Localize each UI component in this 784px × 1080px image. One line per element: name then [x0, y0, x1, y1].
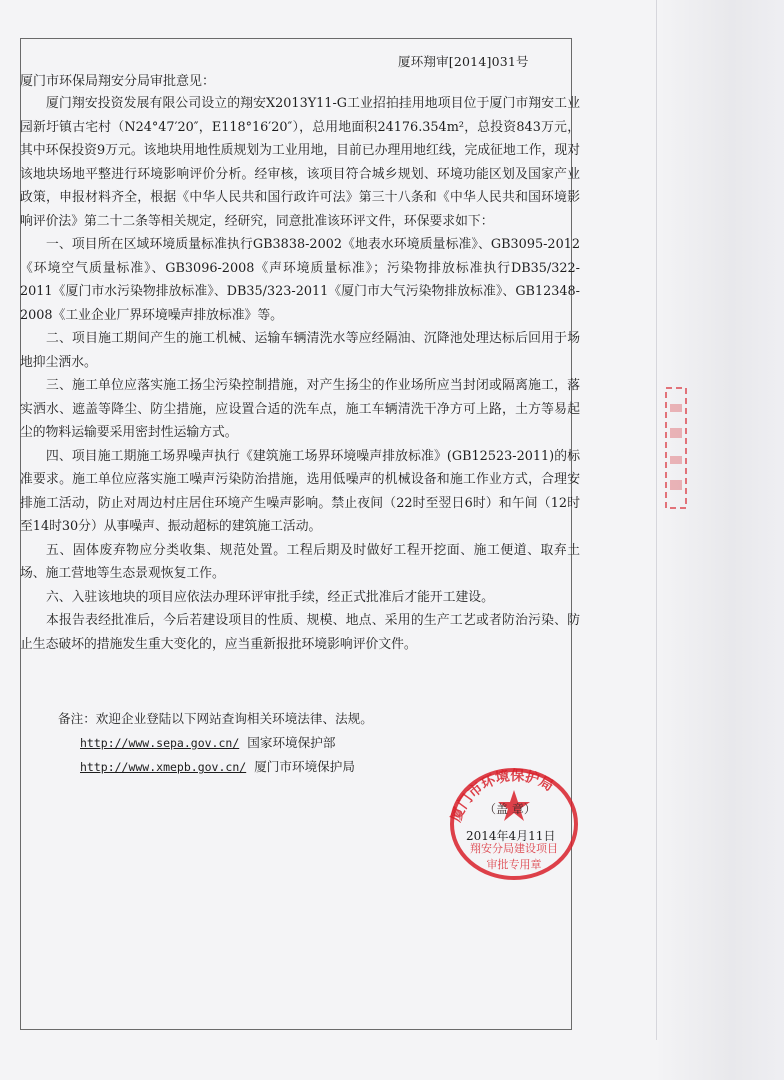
sepa-link[interactable]: http://www.sepa.gov.cn/ — [80, 736, 240, 750]
requirement-6: 六、入驻该地块的项目应依法办理环评审批手续，经正式批准后才能开工建设。 — [46, 589, 494, 605]
xmepb-link[interactable]: http://www.xmepb.gov.cn/ — [80, 760, 247, 774]
intro-paragraph: 厦门翔安投资发展有限公司设立的翔安X2013Y11-G工业招拍挂用地项目位于厦门市翔安工业园新圩镇古宅村（N24°47′20″，E118°16′20″），总用地面积24176.354m²，总投资843万元，其中环保投资9万元。该地块用地性质规划为工业用地，目前已办理用地红线，完成征地工作，现对该地块场地平整进行环境影响评价分析。经审核，该项目符合城乡规划、环境功能区划及国家产业政策，申报材料齐全，根据《中华人民共和国行政许可法》第三十八条和《中华人民共和国环境影响评价法》第二十二条等相关规定，经研究，同意批准该环评文件，环保要求如下： — [20, 96, 580, 229]
requirement-2: 二、项目施工期间产生的施工机械、运输车辆清洗水等应经隔油、沉降池处理达标后回用于场地抑尘洒水。 — [20, 331, 580, 370]
paper-edge — [656, 0, 657, 1040]
requirement-5: 五、固体废弃物应分类收集、规范处置。工程后期及时做好工程开挖面、施工便道、取弃土场、施工营地等生态景观恢复工作。 — [20, 542, 580, 581]
seal-bottom-text: 审批专用章 — [486, 858, 542, 871]
seal-graphic — [432, 760, 592, 880]
approval-date: 2014年4月11日 — [466, 829, 556, 843]
addressee-heading: 厦门市环保局翔安分局审批意见： — [20, 74, 216, 89]
scan-edge-shading — [654, 0, 784, 1080]
seal-label: （盖 章） — [484, 802, 536, 816]
official-seal — [432, 760, 592, 880]
requirement-4: 四、项目施工期施工场界噪声执行《建筑施工场界环境噪声排放标准》(GB12523-2011)的标准要求。施工单位应落实施工噪声污染防治措施，选用低噪声的机械设备和施工作业方式，合理安排施工活动，防止对周边村庄居住环境产生噪声影响。禁止夜间（22时至翌日6时）和午间（12时至14时30分）从事噪声、振动超标的建筑施工活动。 — [20, 448, 580, 534]
note-text: 备注：欢迎企业登陆以下网站查询相关环境法律、法规。 — [58, 711, 373, 726]
xmepb-org-name: 厦门市环境保护局 — [254, 759, 355, 774]
seal-inner-text: 翔安分局建设项目 — [470, 842, 558, 855]
closing-paragraph: 本报告表经批准后，今后若建设项目的性质、规模、地点、采用的生产工艺或者防治污染、防止生态破坏的措施发生重大变化的，应当重新报批环境影响评价文件。 — [20, 613, 580, 652]
notes-section — [58, 707, 373, 779]
document-body — [20, 92, 580, 656]
link-row — [58, 755, 373, 779]
seal-outer-text: 厦门市环境保护局 — [448, 768, 556, 825]
requirement-3: 三、施工单位应落实施工扬尘污染控制措施，对产生扬尘的作业场所应当封闭或隔离施工，落实洒水、遮盖等降尘、防尘措施，应设置合适的洗车点，施工车辆清洗干净方可上路，土方等易起尘的物料运输要采用密封性运输方式。 — [20, 378, 580, 440]
sepa-org-name: 国家环境保护部 — [247, 735, 336, 750]
side-stamp-fragment — [660, 384, 694, 514]
reference-number: 厦环翔审[2014]031号 — [398, 54, 529, 69]
link-row — [58, 731, 373, 755]
requirement-1: 一、项目所在区域环境质量标准执行GB3838-2002《地表水环境质量标准》、GB3095-2012《环境空气质量标准》、GB3096-2008《声环境质量标准》；污染物排放标准执行DB35/322-2011《厦门市水污染物排放标准》、DB35/323-2011《厦门市大气污染物排放标准》、GB12348-2008《工业企业厂界环境噪声排放标准》等。 — [20, 237, 580, 323]
